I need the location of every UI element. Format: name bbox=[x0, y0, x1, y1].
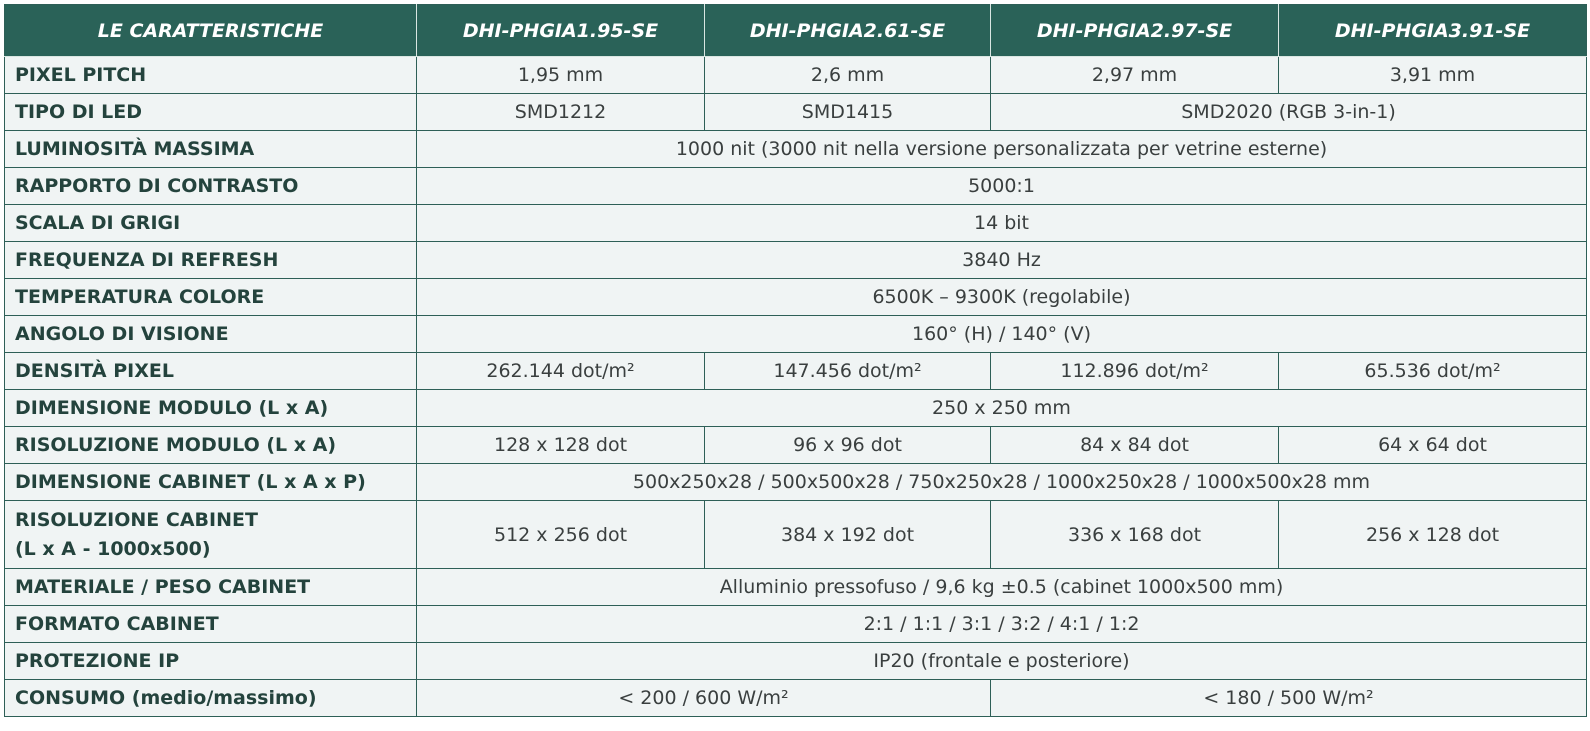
cell-model-1: SMD1212 bbox=[417, 94, 705, 131]
cell-model-3-4: < 180 / 500 W/m² bbox=[991, 680, 1587, 717]
row-label: SCALA DI GRIGI bbox=[5, 205, 417, 242]
header-model-2: DHI-PHGIA2.61-SE bbox=[705, 5, 991, 57]
row-label: TEMPERATURA COLORE bbox=[5, 279, 417, 316]
row-contrasto bbox=[5, 168, 1587, 205]
cell-model-4: 64 x 64 dot bbox=[1279, 427, 1587, 464]
row-angolo bbox=[5, 316, 1587, 353]
cell-model-3: 84 x 84 dot bbox=[991, 427, 1279, 464]
header-row bbox=[5, 5, 1587, 57]
row-label: PIXEL PITCH bbox=[5, 57, 417, 94]
row-consumo bbox=[5, 680, 1587, 717]
cell-model-2: 147.456 dot/m² bbox=[705, 353, 991, 390]
cell-all-models: 6500K – 9300K (regolabile) bbox=[417, 279, 1587, 316]
cell-all-models: 1000 nit (3000 nit nella versione personalizzata per vetrine esterne) bbox=[417, 131, 1587, 168]
row-label: DIMENSIONE MODULO (L x A) bbox=[5, 390, 417, 427]
cell-model-3: 112.896 dot/m² bbox=[991, 353, 1279, 390]
row-scala-grigi bbox=[5, 205, 1587, 242]
row-luminosita bbox=[5, 131, 1587, 168]
row-label: CONSUMO (medio/massimo) bbox=[5, 680, 417, 717]
cell-model-2: 96 x 96 dot bbox=[705, 427, 991, 464]
row-tipo-led bbox=[5, 94, 1587, 131]
header-features: LE CARATTERISTICHE bbox=[5, 5, 417, 57]
row-label: MATERIALE / PESO CABINET bbox=[5, 569, 417, 606]
row-label: RAPPORTO DI CONTRASTO bbox=[5, 168, 417, 205]
spec-table-body bbox=[5, 57, 1587, 717]
row-label: RISOLUZIONE MODULO (L x A) bbox=[5, 427, 417, 464]
spec-table-header bbox=[5, 5, 1587, 57]
row-label: FORMATO CABINET bbox=[5, 606, 417, 643]
cell-model-4: 3,91 mm bbox=[1279, 57, 1587, 94]
cell-model-1-2: < 200 / 600 W/m² bbox=[417, 680, 991, 717]
cell-model-1: 128 x 128 dot bbox=[417, 427, 705, 464]
row-label: ANGOLO DI VISIONE bbox=[5, 316, 417, 353]
cell-all-models: 5000:1 bbox=[417, 168, 1587, 205]
cell-model-4: 65.536 dot/m² bbox=[1279, 353, 1587, 390]
cell-all-models: 2:1 / 1:1 / 3:1 / 3:2 / 4:1 / 1:2 bbox=[417, 606, 1587, 643]
row-label: TIPO DI LED bbox=[5, 94, 417, 131]
header-model-3: DHI-PHGIA2.97-SE bbox=[991, 5, 1279, 57]
row-ris-cabinet bbox=[5, 501, 1587, 569]
cell-all-models: 14 bit bbox=[417, 205, 1587, 242]
row-label: DENSITÀ PIXEL bbox=[5, 353, 417, 390]
cell-model-2: 384 x 192 dot bbox=[705, 501, 991, 569]
cell-all-models: 500x250x28 / 500x500x28 / 750x250x28 / 1000x250x28 / 1000x500x28 mm bbox=[417, 464, 1587, 501]
row-dim-modulo bbox=[5, 390, 1587, 427]
spec-table bbox=[4, 4, 1587, 717]
row-label-line-1: RISOLUZIONE CABINET bbox=[15, 508, 258, 531]
row-label: FREQUENZA DI REFRESH bbox=[5, 242, 417, 279]
row-densita bbox=[5, 353, 1587, 390]
row-pixel-pitch bbox=[5, 57, 1587, 94]
cell-model-1: 512 x 256 dot bbox=[417, 501, 705, 569]
row-dim-cabinet bbox=[5, 464, 1587, 501]
row-ris-modulo bbox=[5, 427, 1587, 464]
cell-all-models: IP20 (frontale e posteriore) bbox=[417, 643, 1587, 680]
cell-model-1: 262.144 dot/m² bbox=[417, 353, 705, 390]
cell-model-2: SMD1415 bbox=[705, 94, 991, 131]
row-protezione bbox=[5, 643, 1587, 680]
header-model-1: DHI-PHGIA1.95-SE bbox=[417, 5, 705, 57]
cell-model-1: 1,95 mm bbox=[417, 57, 705, 94]
row-temperatura bbox=[5, 279, 1587, 316]
row-label: PROTEZIONE IP bbox=[5, 643, 417, 680]
cell-model-3-4: SMD2020 (RGB 3-in-1) bbox=[991, 94, 1587, 131]
row-formato bbox=[5, 606, 1587, 643]
cell-all-models: 3840 Hz bbox=[417, 242, 1587, 279]
row-label: DIMENSIONE CABINET (L x A x P) bbox=[5, 464, 417, 501]
row-refresh bbox=[5, 242, 1587, 279]
row-label bbox=[5, 501, 417, 569]
cell-model-3: 336 x 168 dot bbox=[991, 501, 1279, 569]
cell-all-models: Alluminio pressofuso / 9,6 kg ±0.5 (cabinet 1000x500 mm) bbox=[417, 569, 1587, 606]
cell-model-3: 2,97 mm bbox=[991, 57, 1279, 94]
row-materiale bbox=[5, 569, 1587, 606]
cell-model-4: 256 x 128 dot bbox=[1279, 501, 1587, 569]
cell-all-models: 160° (H) / 140° (V) bbox=[417, 316, 1587, 353]
row-label-line-2: (L x A - 1000x500) bbox=[15, 537, 211, 560]
header-model-4: DHI-PHGIA3.91-SE bbox=[1279, 5, 1587, 57]
cell-all-models: 250 x 250 mm bbox=[417, 390, 1587, 427]
cell-model-2: 2,6 mm bbox=[705, 57, 991, 94]
row-label: LUMINOSITÀ MASSIMA bbox=[5, 131, 417, 168]
